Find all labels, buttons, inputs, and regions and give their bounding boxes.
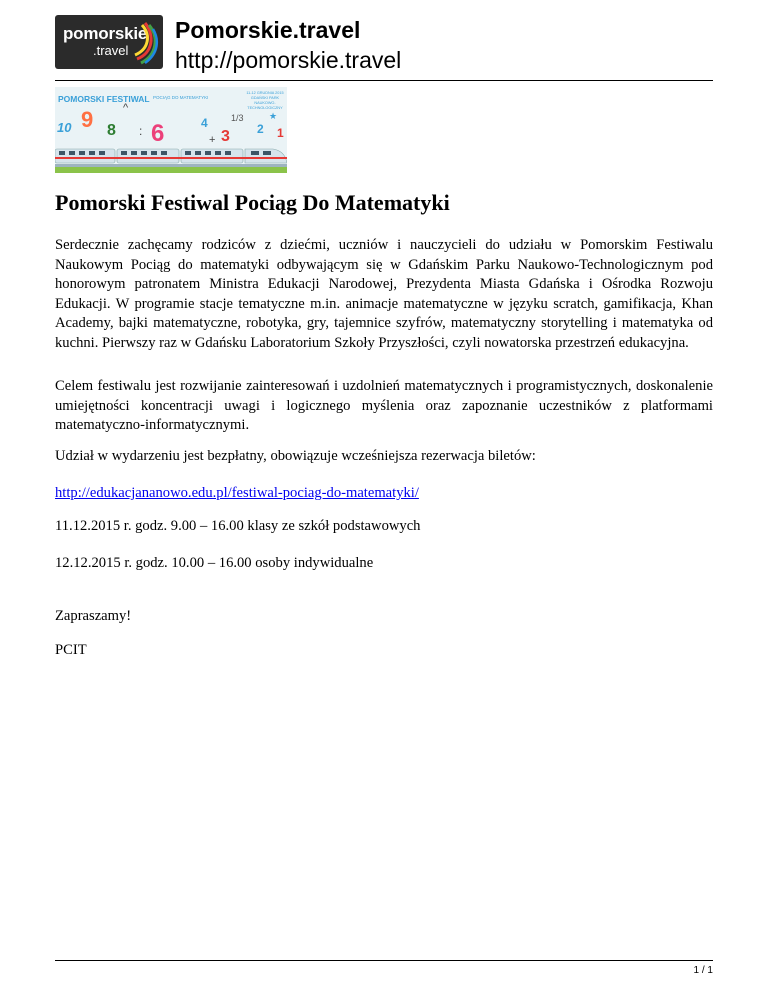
- banner-train-stripe: [55, 157, 287, 159]
- banner-track: [55, 164, 287, 167]
- article-paragraph-3: Udział w wydarzeniu jest bezpłatny, obowiązuje wcześniejsza rezerwacja biletów:: [55, 448, 536, 464]
- banner-title: POMORSKI FESTIWAL: [58, 94, 150, 104]
- banner-fraction: 1/3: [231, 113, 244, 123]
- banner-subtitle: POCIĄG DO MATEMATYKI: [153, 95, 209, 100]
- festival-banner-image: [55, 87, 287, 173]
- logo-swirl-icon: [133, 19, 159, 65]
- article-link-paragraph: [55, 484, 713, 504]
- banner-number-9: 9: [81, 107, 94, 132]
- site-url[interactable]: http://pomorskie.travel: [175, 47, 402, 73]
- banner-symbol-plus: +: [209, 134, 216, 146]
- article-title: Pomorski Festiwal Pociąg Do Matematyki: [55, 190, 450, 215]
- tickets-link[interactable]: http://edukacjananowo.edu.pl/festiwal-pociag-do-matematyki/: [55, 485, 419, 501]
- schedule-day-1: 11.12.2015 r. godz. 9.00 – 16.00 klasy ze szkół podstawowych: [55, 518, 421, 534]
- banner-symbol-colon: :: [139, 124, 143, 138]
- article-paragraph-2: Celem festiwalu jest rozwijanie zainteresowań i uzdolnień matematycznych i programistycznych, doskonalenie umiejętności koncentracji uwagi i logicznego myślenia oraz zapoznanie uczestników z platformami matematyczno-informatycznymi.: [55, 378, 713, 433]
- banner-number-8: 8: [107, 122, 116, 139]
- page-number: 1 / 1: [693, 965, 713, 976]
- footer-divider: [55, 960, 713, 961]
- banner-number-2: 2: [257, 122, 264, 136]
- header-divider: [55, 80, 713, 81]
- banner-grass: [55, 167, 287, 173]
- banner-number-3: 3: [221, 128, 230, 145]
- closing-line: Zapraszamy!: [55, 608, 132, 624]
- logo-sub: .travel: [93, 43, 129, 58]
- banner-date: 11-12 GRUDNIA 2015 GDAŃSKI PARK NAUKOWO-TECHNOLOGICZNY: [246, 91, 284, 110]
- banner-symbol-star: ★: [269, 111, 278, 121]
- banner-number-4: 4: [201, 116, 208, 130]
- article-paragraph-1: Serdecznie zachęcamy rodziców z dziećmi, uczniów i nauczycieli do udziału w Pomorskim Festiwalu Naukowym Pociąg do matematyki odbywającym się w Gdańskim Parku Naukowo-Technologicznym pod honorowym patronatem Ministra Edukacji Narodowej, Prezydenta Miasta Gdańska i Ośrodka Rozwoju Edukacji. W programie stacje tematyczne m.in. animacje matematyczne w języku scratch, gamifikacja, Khan Academy, bajki matematyczne, robotyka, gry, tajemnice szyfrów, matematyczny storytelling i matematyka od kuchni. Pierwszy raz w Gdańsku Laboratorium Szkoły Przyszłości, czyli nowatorska przestrzeń edukacyjna.: [55, 237, 713, 351]
- banner-number-6: 6: [151, 120, 165, 147]
- page-header: [55, 15, 713, 81]
- pomorskie-travel-logo[interactable]: [55, 15, 163, 69]
- schedule-day-2: 12.12.2015 r. godz. 10.00 – 16.00 osoby indywidualne: [55, 555, 374, 571]
- signature: PCIT: [55, 642, 87, 658]
- banner-symbol-caret: ^: [123, 102, 129, 114]
- site-title: Pomorskie.travel: [175, 17, 361, 43]
- logo-word: pomorskie: [63, 24, 148, 43]
- banner-number-1: 1: [277, 126, 284, 140]
- banner-number-10: 10: [57, 120, 72, 135]
